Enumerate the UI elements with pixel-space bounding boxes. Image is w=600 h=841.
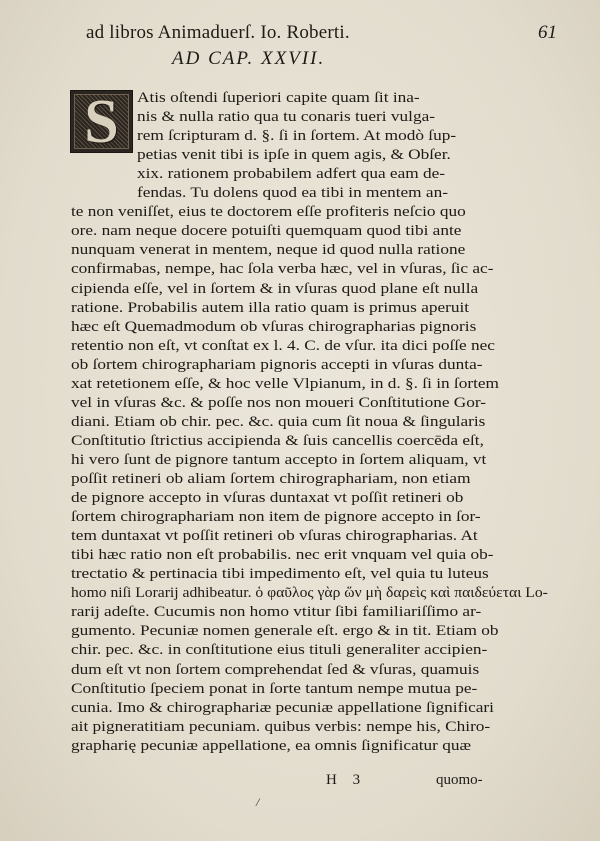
text-line: tibi hæc ratio non eſt probabilis. nec erit vnquam vel quia ob-: [71, 547, 494, 564]
text-line: Conſtitutio ſtrictius accipienda & ſuis cancellis coercēda eſt,: [71, 432, 484, 449]
stray-ink-mark: /: [256, 795, 260, 809]
text-line: Atis oſtendi ſuperiori capite quam ſit ina-: [137, 90, 420, 106]
signature-mark: H 3: [326, 772, 367, 788]
catchword: quomo-: [436, 772, 483, 788]
text-line: petias venit tibi is ipſe in quem agis, & Obſer.: [137, 147, 451, 164]
text-line: Conſtitutio ſpeciem ponat in ſorte tantum nempe mutua pe-: [71, 680, 478, 697]
text-line: ob ſortem chirographariam pignoris accepti in vſuras dunta-: [71, 356, 483, 373]
text-line: de pignore accepto in vſuras duntaxat vt poſſit retineri ob: [71, 490, 464, 507]
text-line: hæc eſt Quemadmodum ob vſuras chirographarias pignoris: [71, 318, 477, 335]
chapter-title: AD CAP. XXVII.: [172, 48, 326, 69]
text-line: nunquam venerat in mentem, neque id quod nulla ratione: [71, 242, 466, 259]
text-line: ſortem chirographariam non item de pignore accepto in ſor-: [71, 509, 481, 526]
running-head: ad libros Animaduerſ. Io. Roberti.: [86, 22, 350, 43]
text-line: rarij adeſte. Cucumis non homo vtitur ſibi familiariſſimo ar-: [71, 604, 482, 621]
text-line: chir. pec. &c. in conſtitutione eius tituli generaliter accipien-: [71, 642, 488, 659]
text-line: cipienda eſſe, vel in ſortem & in vſuras quod plane eſt nulla: [71, 280, 479, 297]
text-line: dum eſt vt non ſortem comprehendat ſed & vſuras, quamuis: [71, 661, 480, 678]
text-line: ore. nam neque docere potuiſti quemquam quod tibi ante: [71, 223, 462, 240]
text-line: retentio non eſt, vt conſtat ex l. 4. C. de vſur. ita dici poſſe nec: [71, 337, 495, 354]
text-line: rem ſcripturam d. §. ſi in ſortem. At modò ſup-: [137, 128, 457, 145]
page-number: 61: [538, 22, 557, 43]
text-line: trectatio & pertinacia tibi impedimento eſt, vel quia tu luteus: [71, 566, 489, 583]
text-line: nis & nulla ratio qua tu conaris tueri vulga-: [137, 109, 435, 126]
text-line: cunia. Imo & chirographariæ pecuniæ appellatione ſignificari: [71, 699, 494, 716]
text-line: grapharię pecuniæ appellatione, ea omnis ſignificatur quæ: [71, 737, 471, 754]
text-line: fendas. Tu dolens quod ea tibi in mentem an-: [137, 185, 448, 202]
text-line: gumento. Pecuniæ nomen generale eſt. ergo & in tit. Etiam ob: [71, 623, 499, 640]
text-line: te non veniſſet, eius te doctorem eſſe profiteris neſcio quo: [71, 204, 466, 221]
text-line: ratione. Probabilis autem illa ratio quam is primus aperuit: [71, 299, 470, 316]
text-line: vel in vſuras &c. & poſſe nos non moueri Conſtitutione Gor-: [71, 394, 487, 411]
initial-letter: S: [84, 87, 119, 156]
text-line: confirmabas, nempe, hac ſola verba hæc, vel in vſuras, ſic ac-: [71, 261, 494, 278]
decorated-initial: [70, 87, 133, 156]
text-line: diani. Etiam ob chir. pec. &c. quia cum ſit noua & ſingularis: [71, 413, 486, 430]
text-line: homo niſi Lorarij adhibeatur. ὁ φαῦλος γὰρ ὥν μὴ δαρεὶς καὶ παιδεύεται Lo-: [71, 585, 548, 602]
text-line: xat retetionem eſſe, & hoc velle Vlpianum, in d. §. ſi in ſortem: [71, 375, 499, 392]
text-line: xix. rationem probabilem adfert qua eam de-: [137, 166, 445, 183]
text-line: poſſit retineri ob aliam ſortem chirographariam, non etiam: [71, 471, 471, 487]
text-line: hi vero ſunt de pignore tantum accepto in ſortem aliquam, vt: [71, 451, 487, 468]
text-line: tem duntaxat vt poſſit retineri ob vſuras chirographarias. At: [71, 528, 478, 545]
text-line: ait pigneratitiam pecuniam. quibus verbis: nempe his, Chiro-: [71, 718, 491, 735]
